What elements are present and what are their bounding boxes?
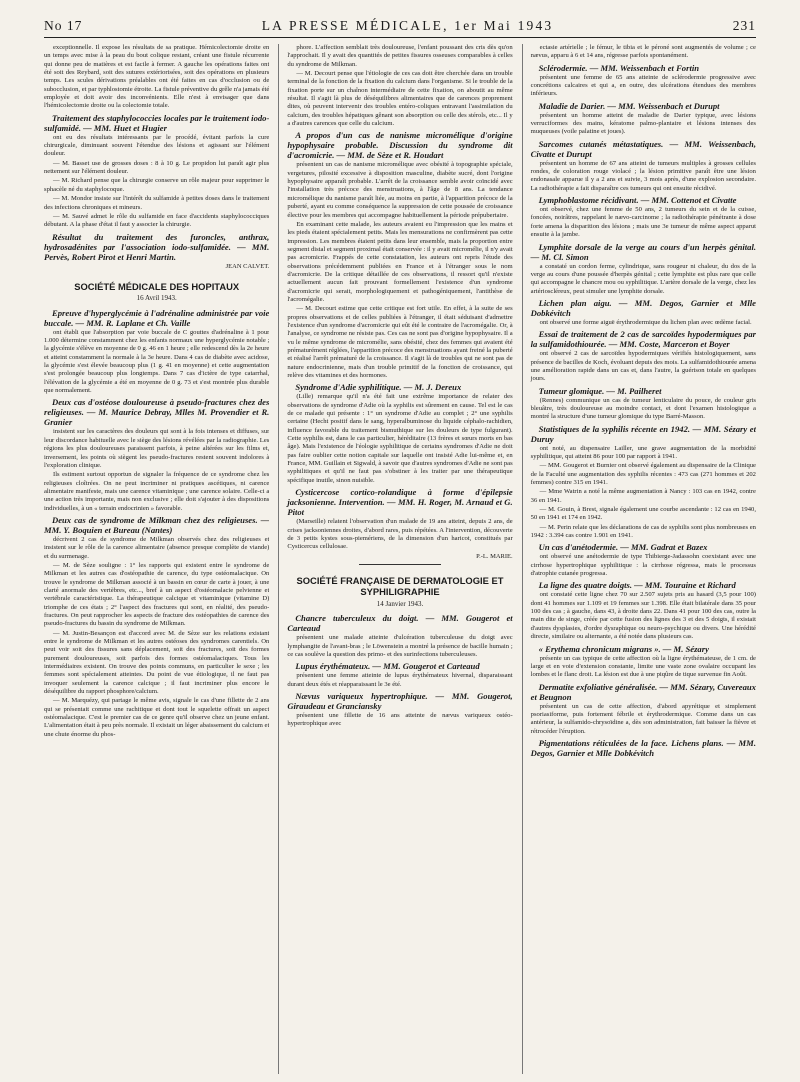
- paragraph: ont noté, au dispensaire Lailler, une grave augmentation de la morbidité syphilitique, qui atteint 86 pour 100 par rapport à 1941.: [530, 444, 756, 460]
- article-heading: Lichen plan aigu. — MM. Degos, Garnier et Mlle Dobkévitch: [530, 297, 756, 318]
- paragraph: (Marseille) relatent l'observation d'un malade de 19 ans atteint, depuis 2 ans, de crises jacksoniennes droites, d'abord rares, puis répétées. A l'intervention, découverte de 3 petits kystes sous-piemériens, de la dimension d'un haricot, constitués par Cysticercus cellulosae.: [287, 518, 513, 551]
- paragraph: présentent une fillette de 16 ans atteinte de nævus variqueux ostéo-hypertrophique avec: [287, 711, 513, 728]
- paragraph: — M. Justin-Besançon est d'accord avec M. de Sèze sur les relations existant entre le syndrome de Milkman et les autres ostéoses des syndromes carentiels. On peut voir soit des fissures sans déplacement, soit des fractures, soit des formes purement douloureuses, soit parfois des formes ostéomalaciques. Tous les intermédiaires existent. On trouve des points communs, en particulier le sexe ; les femmes sont spécialement atteintes. Du point de vue étiologique, il ne faut pas invoquer seulement la carence calcique ; il faut incriminer plus encore le déséquilibre du rapport phosphore/calcium.: [44, 629, 270, 696]
- paragraph: présentent une femme atteinte de lupus érythémateux hivernal, disparaissant durant deux étés et réapparaissant le 3e été.: [287, 672, 513, 688]
- article-heading: La ligne des quatre doigts. — MM. Touraine et Richard: [538, 580, 736, 591]
- article-heading: Syndrome d'Adie syphilitique. — M. J. Dereux: [295, 382, 462, 393]
- article-heading: Essai de traitement de 2 cas de sarcoïdes hypodermiques par la sulfamidothiourée. — MM. Coste, Marceron et Boyer: [530, 329, 756, 350]
- page-number: 231: [732, 18, 756, 33]
- paragraph: — MM. Gougerot et Burnier ont observé également au dispensaire de la Clinique de la Faculté une augmentation des syphilis récentes : 473 cas (271 hommes et 202 femmes) contre 315 en 1941.: [530, 462, 756, 486]
- paragraph: En examinant cette malade, les auteurs avaient eu l'impression que les mains et les pieds étaient spécialement petits. Mais les mensurations ne confirmèrent pas cette impression. Les membres étaient petits dans leur ensemble, mais la proportion entre segment distal et segment proximal était conservée : il y avait micromélie, il n'y avait pas acromicrie. Frappés de cette constatation, les auteurs ont repris l'étude des observations précédemment publiées en France et à l'étranger sous le nom d'acromicrie. De la critique détaillée de ces observations, il ressort qu'il n'existe actuellement aucun fait prouvant formellement l'existence d'un syndrome d'acromicrie qui serait, morphologiquement et pathogéniquement, l'antithèse de l'acromégalie.: [287, 220, 513, 303]
- section-divider: [359, 564, 440, 565]
- paragraph: ont observé une forme aiguë érythrodermique du lichen plan avec œdème facial.: [539, 318, 752, 326]
- section-date: 16 Avril 1943.: [136, 294, 177, 303]
- paragraph: ont constaté cette ligne chez 70 sur 2.507 sujets pris au hasard (3,5 pour 100) dont 41 hommes sur 1.109 et 19 femmes sur 1.398. Elle était bilatérale dans 35 pour 100 des cas ; à gauche, dans 43, à droite dans 22. Dans 41 pour 100 des cas, outre la main dite de singe, créée par cette fusion des lignes des 3 et des 5 doigts, il existait d'autres dysplasies, d'ordre dysraphique ou neuro-psychique ou divers. Une hérédité directe, similaire ou alternante, a été notée dans plusieurs cas.: [530, 591, 756, 641]
- paragraph: présente un cas typique de cette affection où la ligne érythémateuse, de 1 cm. de large et en voie d'extension constante, limite une vaste zone ovalaire occupant les lombes et le flanc droit. La lésion est due à une piqûre de tique survenue fin Août.: [530, 654, 756, 679]
- article-heading: Sclérodermie. — MM. Weissenbach et Fortin: [538, 62, 699, 73]
- article-heading: Epreuve d'hyperglycémie à l'adrénaline administrée par voie buccale. — MM. R. Laplane et Ch. Vaille: [44, 307, 270, 328]
- paragraph: — M. Mondor insiste sur l'intérêt du sulfamide à petites doses dans le traitement des infections chroniques et mineurs.: [44, 195, 270, 211]
- article-heading: Nævus variqueux hypertrophique. — MM. Gougerot, Giraudeau et Granciansky: [287, 690, 513, 711]
- article-heading: Deux cas d'ostéose douloureuse à pseudo-fractures chez des religieuses. — M. Maurice Debray, Mlles M. Provendier et R. Granier: [44, 397, 270, 428]
- author-signature: JEAN CALVET.: [225, 262, 270, 270]
- article-heading: Tumeur glomique. — M. Pailheret: [538, 385, 662, 396]
- page-header: [44, 10, 756, 38]
- journal-title: LA PRESSE MÉDICALE, 1er Mai 1943: [261, 18, 554, 33]
- article-heading: Résultat du traitement des furoncles, anthrax, hydrosadénites par l'association iodo-sulfamidée. — MM. Pervès, Robert Pirot et Henri Martin.: [44, 231, 270, 262]
- paragraph: présentent une malade atteinte d'ulcération tuberculeuse du doigt avec lymphangite de l'avant-bras ; le Löwenstein a montré la présence de bacille humain ; ce cas soulève la question des primo- et des surinfections tuberculeuses.: [287, 634, 513, 658]
- paragraph: (Lille) remarque qu'il n'a été fait une extrême importance de relater des observations de syndrome d'Adie où la syphilis est sûrement en cause. Tel est le cas de ce malade qui présente : 1° un syndrome d'Adie au complet ; 2° une syphilis certaine (Hecht positif dans le sang, hyperalbuminose du liquide céphalo-rachidien, influence favorable du traitement bismuthique sur les douleurs de type fulgurant). Cette syphilis est, dans le cas particulier, héréditaire (13 frères et sœurs morts en bas âge). Mais l'existence de l'éologie syphilitique de certains syndromes d'Adie ne doit pas faire oublier cette notion capitale sur laquelle ont insisté Adie lui-même et, en France, MM. Guillain et Sigwald, à savoir que d'autres syndromes d'Adie ne sont pas syphilitiques et qu'il ne faut pas s'obstiner à les traiter par une thérapeutique spécifique inutile, sinon nuisible.: [287, 393, 513, 484]
- paragraph: — M. Decourt pense que l'étiologie de ces cas doit être cherchée dans un trouble terminal de la fonction de la fixation du calcium dans l'organisme. Si le trouble de la fixation porte sur un chaînon intermédiaire de cette fixation, on aboutit au même résultat. Il s'agit là plus de déséquilibres alimentaires que de carences proprement dites, où peuvent intervenir des troubles entéro-coliques entravant l'assimilation du calcium, des troubles hépatiques gênant son absorption ou celle des stérols, etc... Il y a d'autres carences que celle du calcium.: [287, 70, 513, 128]
- section-title: SOCIÉTÉ FRANÇAISE DE DERMATOLOGIE ET SYPHILIGRAPHIE: [296, 574, 504, 598]
- paragraph: présentent un cas de nanisme micromélique avec obésité à topographie spéciale, vergetures, pilosité excessive à disposition masculine, diabète sucré, dont l'origine hypophysaire apparaît probable. L'arrêt de la croissance semble avoir coïncidé avec l'installation très précoce des menstruations, à l'âge de 8 ans. La tendance micromélique du nanisme paraît liée, au moins en partie, à l'apparition précoce de la puberté, ayant eu comme conséquence la suppression de cette poussée de croissance élective pour les membres qui accompagne habituellement la période prépubertaire.: [287, 161, 513, 219]
- paragraph: insistent sur les caractères des douleurs qui sont à la fois intenses et diffuses, sur leur discordance habituelle avec le siège des lésions révélées par la radiographie. Les régions les plus douloureuses paraissent parfois, à peine altérées sur les films et, inversement, les points où siègent les pseudo-fractures restent souvent indolores à l'exploration clinique.: [44, 428, 270, 469]
- article-heading: Un cas d'anétodermie. — MM. Gadrat et Bazex: [538, 542, 708, 553]
- paragraph: présentent un homme atteint de maladie de Darier typique, avec lésions verruciformes des mains, kératome palmo-plantaire et lésions intenses des muqueuses (voile palatine et joues).: [530, 111, 756, 136]
- article-heading: Cysticercose cortico-rolandique à forme d'épilepsie jacksonienne. Intervention. — MM. H. Roger, M. Arnaud et G. Pitot: [287, 487, 513, 518]
- article-heading: Pigmentations réticulées de la face. Lichens plans. — MM. Degos, Garnier et Mlle Dobkévitch: [530, 737, 756, 758]
- paragraph: — Mme Watrin a noté la même augmentation à Nancy : 103 cas en 1942, contre 36 en 1941.: [530, 488, 756, 504]
- paragraph: Ils estiment surtout opportun de signaler la fréquence de ce syndrome chez les religieuses cloîtrées. On ne peut incriminer ni pratiques ascétiques, ni carence alimentaire manifeste, mais une carence vitaminique ; une carence solaire. Celle-ci a une action très importante, mais non exclusive ; elle doit s'ajouter à des dispositions individuelles, à un « terrain endocrinien » favorable.: [44, 471, 270, 512]
- article-heading: Dermatite exfoliative généralisée. — MM. Sézary, Cuvereaux et Beugnon: [530, 681, 756, 702]
- section-date: 14 Janvier 1943.: [376, 599, 424, 608]
- paragraph: présentent un cas de cette affection, d'abord apyrétique et simplement psoriasiforme, puis fortement fébrile et érythrodermique. Comme dans un cas antérieur, la sulfamido-chrysoïdine a, dès son administration, fait baisser la fièvre et rétrocéder l'éruption.: [530, 702, 756, 735]
- paragraph: décrivent 2 cas de syndrome de Milkman observés chez des religieuses et insistent sur le rôle de la carence alimentaire (absence presque complète de viande) et du surmenage.: [44, 535, 270, 560]
- paragraph: — M. Basset use de grosses doses : 8 à 10 g. Le propidon lui paraît agir plus nettement sur l'élément douleur.: [44, 159, 270, 176]
- paragraph: a constaté un cordon ferme, cylindrique, sans rougeur ni chaleur, du dos de la verge au cours d'une poussée d'herpès génital ; cette lymphite est plus rare que celle qui accompagne le chancre mou ou syphilitique. L'artère dorsale de la verge, chez les artérioscléreux, peut simuler une lymphite dorsale.: [530, 262, 756, 295]
- paragraph: — M. Perin relate que les déclarations de cas de syphilis sont plus nombreuses en 1942 : 3.394 cas contre 1.901 en 1941.: [530, 523, 756, 540]
- paragraph: ont établi que l'absorption par voie buccale de C gouttes d'adrénaline à 1 pour 1.000 détermine constamment chez les enfants normaux une hyperglycémie notable ; la glycémie s'élève en moyenne de 0 g. 46 en 1 heure ; elle redescend dès la 2e heure et atteint constamment la normale à la 3e heure. Dans 4 cas de diabète avec acidose, la glycémie s'est élevée beaucoup plus (1 g. 41 en moyenne) et cette augmentation s'est prolongée beaucoup plus longtemps. Dans 7 cas d'ictère de type catarrhal, l'élévation de la glycémie a été en moyenne de 0 g. 73 et s'est montrée plus durable que normalement.: [44, 328, 270, 395]
- paragraph: — M. de Sèze souligne : 1° les rapports qui existent entre le syndrome de Milkman et les autres cas d'ostéopathie de carence, du type ostéomalacique. On trouve le syndrome de Milkman associé à un bassin en cœur de carte à jouer, à une clarté anormale des vertèbres, etc..., bref à un aspect d'ostéomalacie pelvienne et vertébrale caractéristique. La thérapeutique calcique et vitaminique (vitamine D) triomphe de ces états ; 2° l'aspect des fractures qui sont, en réalité, des pseudo-fractures. On peut rapprocher les aspects de fracture des ostéopathies de carence des pseudo-fractures du bassin du syndrome de Milkman.: [44, 561, 270, 628]
- section-title: SOCIÉTÉ MÉDICALE DES HOPITAUX: [74, 280, 240, 292]
- paragraph: ont observé une anétodermie de type Thibierge-Jadassohn coexistant avec une cirrhose hypertrophique syphilitique : la cirrhose régressa, mais le processus d'atrophie cutanée progressa.: [530, 553, 756, 578]
- text-columns: [44, 44, 756, 1074]
- paragraph: ont observé 2 cas de sarcoïdes hypodermiques vérifiés histologiquement, sans présence de bacilles de Koch, évoluant depuis des mois. La sulfamidothiourée amena une amélioration rapide dans un cas et, dans l'autre, la guérison totale en quelques jours.: [530, 350, 756, 383]
- article-heading: Lymphite dorsale de la verge au cours d'un herpès génital. — M. Cl. Simon: [530, 241, 756, 262]
- paragraph: présentent un homme de 67 ans atteint de tumeurs multiples à grosses cellules rondes, de coloration rouge violacé ; la lésion primitive paraît être une lésion endonasale apparue il y a 2 ans et suivie, 3 mois après, d'une explosion secondaire. La radiothérapie a fait disparaître ces tumeurs qui ont ensuite récidivé.: [530, 159, 756, 192]
- paragraph: ont observé, chez une femme de 50 ans, 2 tumeurs du sein et de la cuisse, foncées, noirâtres, rappelant le nævo-carcinome ; la radiothérapie pénétrante à dose forte amena la disparition des lésions ; mais une 3e tumeur de même aspect apparut ensuite à la jambe.: [530, 206, 756, 239]
- paragraph: ectasie artérielle ; le fémur, le tibia et le péroné sont augmentés de volume ; ce nævus, apparu à 6 et 14 ans, régresse parfois spontanément.: [530, 44, 756, 60]
- article-heading: Statistiques de la syphilis récente en 1942. — MM. Sézary et Duruy: [530, 423, 756, 444]
- article-heading: « Erythema chronicum migrans ». — M. Sézary: [538, 643, 709, 654]
- column-1: [44, 44, 269, 1074]
- paragraph: (Rennes) communique un cas de tumeur lenticulaire du pouce, de couleur gris bleuâtre, très douloureuse au moindre contact, et dont l'examen histologique a montré la structure d'une tumeur glomique du type Barré-Masson.: [530, 396, 756, 421]
- article-heading: Deux cas de syndrome de Milkman chez des religieuses. — MM. Y. Boquien et Bureau (Nantes): [44, 514, 270, 535]
- paragraph: — M. Richard pense que la chirurgie conserve un rôle majeur pour supprimer le sphacèle né du staphylocoque.: [44, 177, 270, 193]
- article-heading: Sarcomes cutanés métastatiques. — MM. Weissenbach, Civatte et Durupt: [530, 138, 756, 159]
- article-heading: Maladie de Darier. — MM. Weissenbach et Durupt: [538, 100, 720, 111]
- paragraph: exceptionnelle. Il expose les résultats de sa pratique. Hémicolectomie droite en un temps avec mise à la peau du bout colique restant, créant une fistule récurrente qui donne peu de matières et est facile à fermer. A gauche les opérations faites ont été soit des Reybard, soit des sutures extériorisées, soit des opérations en plusieurs temps. Les scules dérivations préalables ont été faites en cas d'occlusion ou de subocclusion, et par typhlostomie étroite. La fistule préventive du grêle n'a jamais été employée et doit avoir des inconvénients. Elle n'est à envisager que dans l'hémicolectomie droite ou la colectomie totale.: [44, 44, 270, 110]
- article-heading: Lymphoblastome récidivant. — MM. Cottenot et Civatte: [538, 195, 737, 206]
- article-heading: Lupus érythémateux. — MM. Gougerot et Carteaud: [295, 661, 480, 672]
- paragraph: — M. Sauvé admet le rôle du sulfamide en face d'accidents staphylococciques débutant. A la phase d'état il faut y associer la chirurgie.: [44, 212, 270, 229]
- issue-number: No 17: [44, 18, 83, 33]
- paragraph: présentent une femme de 65 ans atteinte de sclérodermie progressive avec concrétions calcaires et qui a, en outre, des ulcérations étendues des membres inférieurs.: [530, 73, 756, 98]
- paragraph: — M. Decourt estime que cette critique est fort utile. En effet, à la suite de ses propres observations et de celles publiées à l'étranger, il était séduisant d'admettre l'existence d'un syndrome d'acromicrie qui eût été le contraire de l'acromégalie. Or, à l'analyse, ce syndrome ne résiste pas. Ces cas ne sont pas d'origine hypophysaire. Il a vu le même syndrome de micromélie, sans obésité, chez des femmes qui avaient été prématurément réglées, l'apparition précoce des menstruations ayant freiné la puberté et réalisé l'arrêt prématuré de la croissance. Il s'agit là de troubles qui ne sont pas de nature endocrinienne, mais d'un trouble primitif de la fonction de croissance, qui relève des vitamines et des hormones.: [287, 305, 513, 380]
- paragraph: — M. Marquézy, qui partage le même avis, signale le cas d'une fillette de 2 ans qui se présentait comme une rachitique et dont tout le squelette offrait un aspect ostéomalacique. C'est le premier cas de ce genre qu'il observe chez un jeune enfant. L'alimentation était à peu près normale. Il existait un léger abaissement du calcium et une chute énorme du phos-: [44, 697, 270, 738]
- paragraph: ont eu des résultats intéressants par le procédé, évitant parfois la cure chirurgicale, diminuant souvent l'étendue des lésions et agissant sur l'élément douleur.: [44, 133, 270, 158]
- column-3: [522, 44, 756, 1074]
- column-2: [278, 44, 512, 1074]
- paragraph: phore. L'affection semblait très douloureuse, l'enfant poussant des cris dès qu'on l'approchait. Il y avait des quantités de petites fissures osseuses comparables à celles du syndrome de Milkman.: [287, 44, 513, 68]
- article-heading: Traitement des staphylococcies locales par le traitement iodo-sulfamidé. — MM. Huet et Hugier: [44, 112, 270, 133]
- article-heading: Chancre tuberculeux du doigt. — MM. Gougerot et Carteaud: [287, 613, 513, 634]
- paragraph: — M. Gouin, à Brest, signale également une courbe ascendante : 12 cas en 1940, 50 en 1941 et 174 en 1942.: [530, 506, 756, 522]
- author-signature: P.-L. MARIE.: [476, 552, 513, 560]
- article-heading: A propos d'un cas de nanisme micromélique d'origine hypophysaire probable. Discussion du syndrome dit d'acromicrie. — MM. de Sèze et R. Houdart: [287, 130, 513, 161]
